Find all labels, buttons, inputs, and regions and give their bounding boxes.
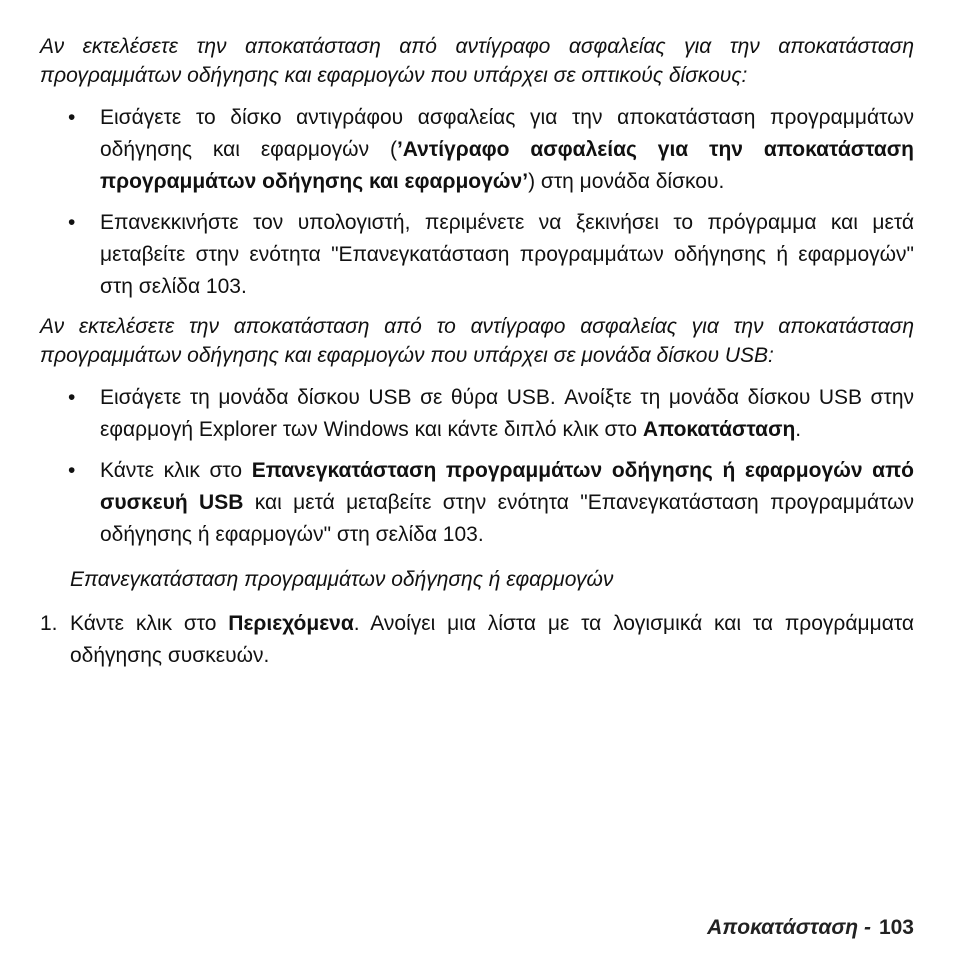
step-text: . Ανοίγει μια λίστα με τα λογισμικά και τα προγράμματα οδήγησης συσκευών. bbox=[70, 612, 914, 667]
bullet-text: και μετά μεταβείτε στην ενότητα "Επανεγκατάσταση προγραμμάτων οδήγησης ή εφαρμογών" στη σελίδα 103. bbox=[100, 491, 914, 546]
section1-intro: Αν εκτελέσετε την αποκατάσταση από αντίγραφο ασφαλείας για την αποκατάσταση προγραμμάτων οδήγησης και εφαρμογών που υπάρχει σε οπτικούς δίσκους: bbox=[40, 35, 914, 87]
footer-section-title: Αποκατάσταση - bbox=[707, 916, 871, 939]
bullet-bold-text: Αποκατάσταση bbox=[642, 418, 796, 441]
step-text: Κάντε κλικ στο bbox=[70, 612, 229, 635]
section2-intro: Αν εκτελέσετε την αποκατάσταση από το αντίγραφο ασφαλείας για την αποκατάσταση προγραμμάτων οδήγησης και εφαρμογών που υπάρχει σε μονάδα δίσκου USB: bbox=[40, 315, 914, 367]
list-item bbox=[40, 382, 914, 446]
section2-bullet-list bbox=[40, 382, 914, 551]
page-footer bbox=[707, 916, 914, 940]
step-bold-text: Περιεχόμενα bbox=[228, 612, 354, 635]
bullet-text: Κάντε κλικ στο bbox=[100, 459, 252, 482]
bullet-text: . bbox=[795, 418, 802, 441]
subheading: Επανεγκατάσταση προγραμμάτων οδήγησης ή εφαρμογών bbox=[70, 568, 614, 591]
list-item bbox=[40, 207, 914, 303]
section1-bullet-list bbox=[40, 102, 914, 303]
list-item bbox=[40, 102, 914, 198]
bullet-text: Εισάγετε τη μονάδα δίσκου USB σε θύρα USB. Ανοίξτε τη μονάδα δίσκου USB στην εφαρμογή Explorer των Windows και κάντε διπλό κλικ στο bbox=[100, 386, 914, 441]
steps-list bbox=[40, 608, 914, 672]
list-item bbox=[40, 455, 914, 551]
list-item bbox=[40, 608, 914, 672]
bullet-text: Επανεκκινήστε τον υπολογιστή, περιμένετε να ξεκινήσει το πρόγραμμα και μετά μεταβείτε στην ενότητα "Επανεγκατάσταση προγραμμάτων οδήγησης ή εφαρμογών" στη σελίδα 103. bbox=[100, 211, 914, 298]
page-number: 103 bbox=[878, 916, 914, 939]
step-number: 1. bbox=[40, 612, 58, 635]
bullet-bold-text: Επανεγκατάσταση προγραμμάτων οδήγησης ή εφαρμογών από συσκευή USB bbox=[100, 459, 914, 514]
document-page bbox=[40, 32, 914, 672]
bullet-text: ) στη μονάδα δίσκου. bbox=[528, 170, 725, 193]
bullet-text: Εισάγετε το δίσκο αντιγράφου ασφαλείας για την αποκατάσταση προγραμμάτων οδήγησης και εφαρμογών ( bbox=[100, 106, 914, 161]
bullet-bold-text: ’Αντίγραφο ασφαλείας για την αποκατάσταση προγραμμάτων οδήγησης και εφαρμογών’ bbox=[100, 138, 914, 193]
